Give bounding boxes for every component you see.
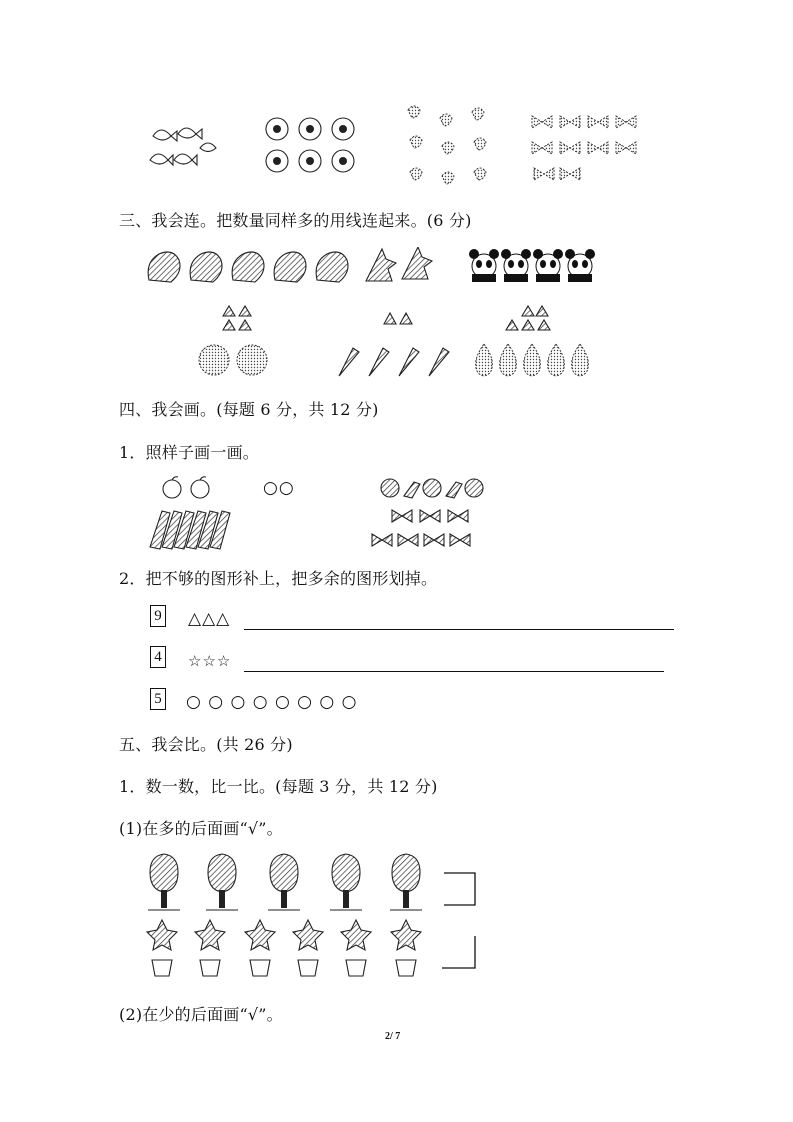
section4-q1: 1．照样子画一画。 [119,443,259,462]
melon-group-icon [196,342,276,378]
answer-line-2[interactable] [244,671,664,672]
butterfly-grid-icon [368,506,490,552]
panda-group-icon [468,246,598,286]
leaf-group-icon [146,505,236,551]
circle-row: ○ ○ ○ ○ ○ ○ ○ ○ [186,692,358,712]
section4-q2: 2．把不够的图形补上，把多余的图形划掉。 [119,569,438,588]
butterfly-group-icon [530,108,640,186]
answer-bracket-1[interactable] [442,870,478,908]
pear-group-icon [472,340,594,380]
tree-row-icon [146,852,436,914]
section3-title: 三、我会连。把数量同样多的用线连起来。(6 分) [119,211,472,230]
answer-bracket-2[interactable] [440,934,480,972]
potted-flower-row-icon [144,918,434,980]
section5-sub2: (2)在少的后面画“√”。 [119,1005,283,1024]
ball-group-icon [264,114,359,176]
answer-line-1[interactable] [244,629,674,630]
star-row: ☆☆☆ [188,652,232,670]
triangle-group-4-icon [219,304,261,332]
triangle-group-5-icon [502,304,560,332]
triangle-row: △△△ [188,609,231,629]
fish-group-icon [148,118,228,170]
section5-q1: 1．数一数，比一比。(每题 3 分，共 12 分) [119,777,438,796]
number-box-5: 5 [150,688,166,710]
section5-title: 五、我会比。(共 26 分) [119,735,293,754]
number-box-9: 9 [150,605,166,627]
section4-title: 四、我会画。(每题 6 分，共 12 分) [119,400,379,419]
apple-pair-icon [160,476,216,500]
page-number: 2/ 7 [385,1031,401,1042]
carrot-group-icon [335,340,450,380]
number-box-4: 4 [150,646,166,668]
section5-sub1: (1)在多的后面画“√”。 [119,819,283,838]
squirrel-group-icon [145,245,355,290]
sample-circles: ○○ [263,478,295,498]
rabbit-group-icon [362,247,440,287]
triangle-group-2-icon [382,310,418,326]
bird-group-icon [402,100,497,192]
fruit-row-icon [378,474,488,502]
